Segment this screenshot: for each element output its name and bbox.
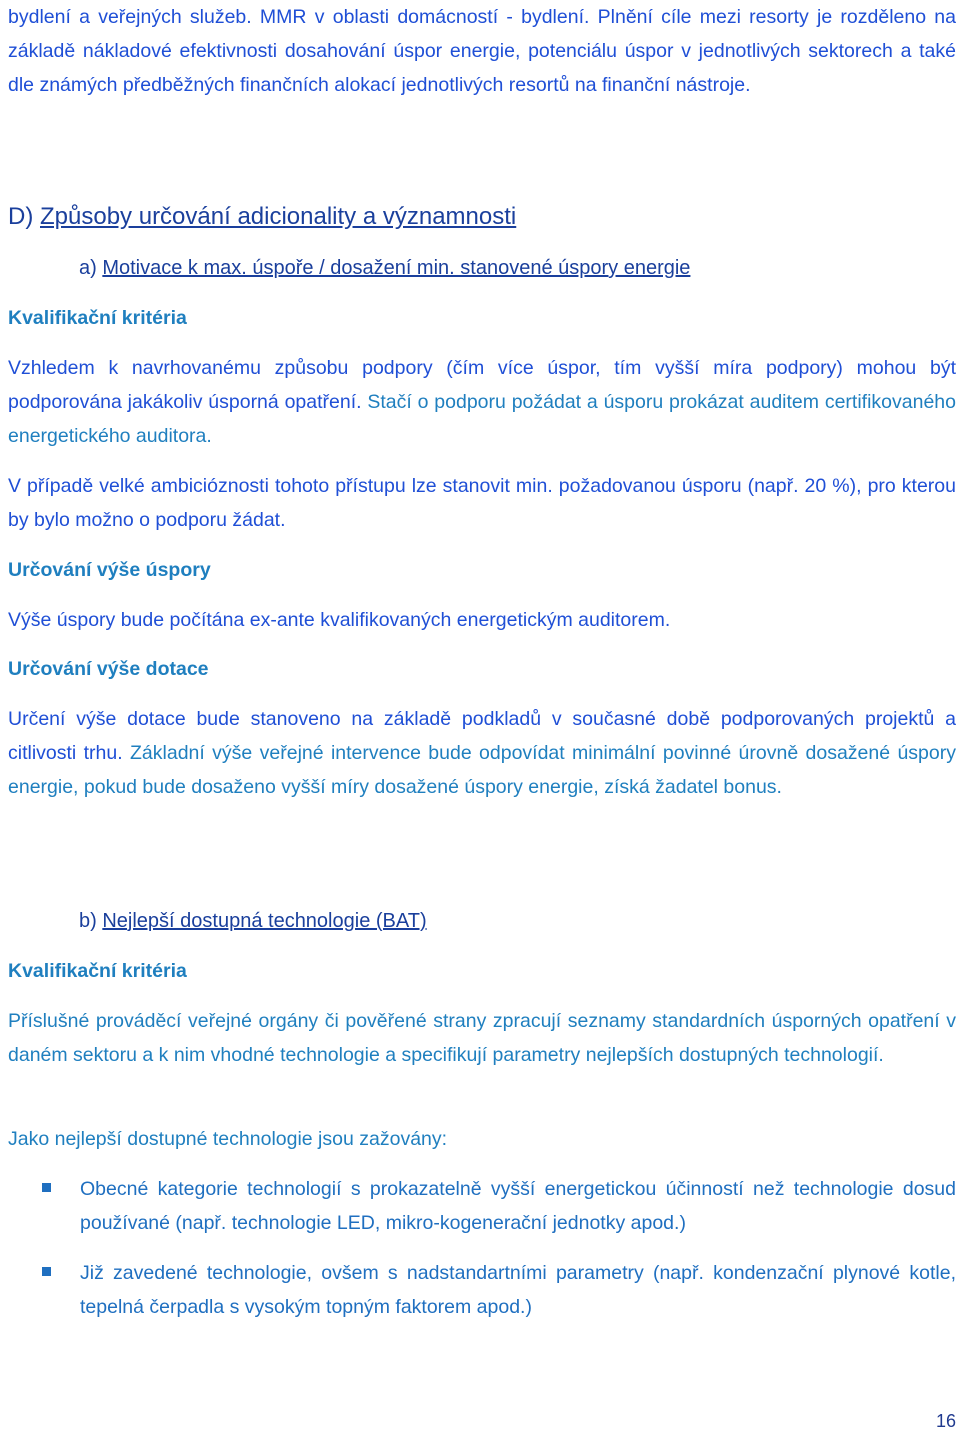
qualification-a-text-part-2: Stačí o podporu požádat a úsporu prokázat auditem certifikovaného energetického auditora. [8,391,956,447]
square-bullet-icon [42,1183,51,1192]
qualification-a-paragraph-1 [8,351,956,453]
qualification-criteria-a-label: Kvalifikační kritéria [8,307,187,329]
square-bullet-icon [42,1267,51,1276]
list-item [8,1256,956,1324]
subsidy-text-part-2: Základní výše veřejné intervence bude odpovídat minimální povinné úrovně dosažené úspory energie, pokud bude dosaženo vyšší míry dosažené úspory energie, získá žadatel bonus. [8,742,956,798]
bat-list [8,1172,956,1324]
subsection-a-prefix: a) [79,257,103,279]
list-item-text: Již zavedené technologie, ovšem s nadstandartními parametry (např. kondenzační plynové kotle, tepelná čerpadla s vysokým topným faktorem apod.) [80,1262,956,1318]
page-number: 16 [935,1411,956,1431]
subsection-a-title: Motivace k max. úspoře / dosažení min. stanovené úspory energie [102,257,691,279]
qualification-a-text-part-1: Vzhledem k navrhovanému způsobu podpory (čím více úspor, tím vyšší míra podpory) mohou být podporována jakákoliv úsporná opatření. [8,357,956,413]
section-d-prefix: D) [8,203,40,230]
subsection-a-heading [8,251,956,285]
savings-determination-label: Určování výše úspory [8,559,211,581]
subsidy-text-part-1: Určení výše dotace bude stanoveno na základě podkladů v současné době podporovaných projektů a citlivosti trhu. [8,708,956,764]
subsection-b-prefix: b) [79,910,103,932]
qualification-b-paragraph-1: Příslušné prováděcí veřejné orgány či pověřené strany zpracují seznamy standardních úsporných opatření v daném sektoru a k nim vhodné technologie a specifikují parametry nejlepších dostupných technologií. [8,1010,956,1066]
list-item [8,1172,956,1240]
subsection-b-title: Nejlepší dostupná technologie (BAT) [102,910,427,932]
savings-determination-text: Výše úspory bude počítána ex-ante kvalifikovaných energetickým auditorem. [8,609,671,631]
qualification-a-paragraph-2: V případě velké ambicióznosti tohoto přístupu lze stanovit min. požadovanou úsporu (např. 20 %), pro kterou by bylo možno o podporu žádat. [8,475,956,531]
section-d-heading [8,200,956,234]
document-page [8,0,956,1435]
section-d-title: Způsoby určování adicionality a významnosti [40,203,517,230]
qualification-b-paragraph-2: Jako nejlepší dostupné technologie jsou zažovány: [8,1128,448,1150]
subsection-b-heading [8,904,956,938]
subsidy-determination-paragraph [8,702,956,804]
subsidy-determination-label: Určování výše dotace [8,658,209,680]
qualification-criteria-b-label: Kvalifikační kritéria [8,960,187,982]
intro-paragraph: bydlení a veřejných služeb. MMR v oblasti domácností - bydlení. Plnění cíle mezi resorty je rozděleno na základě nákladové efektivnosti dosahování úspor energie, potenciálu úspor v jednotlivých sektorech a také dle známých předběžných finančních alokací jednotlivých resortů na finanční nástroje. [8,6,956,96]
list-item-text: Obecné kategorie technologií s prokazatelně vyšší energetickou účinností než technologie dosud používané (např. technologie LED, mikro-kogenerační jednotky apod.) [80,1178,956,1234]
